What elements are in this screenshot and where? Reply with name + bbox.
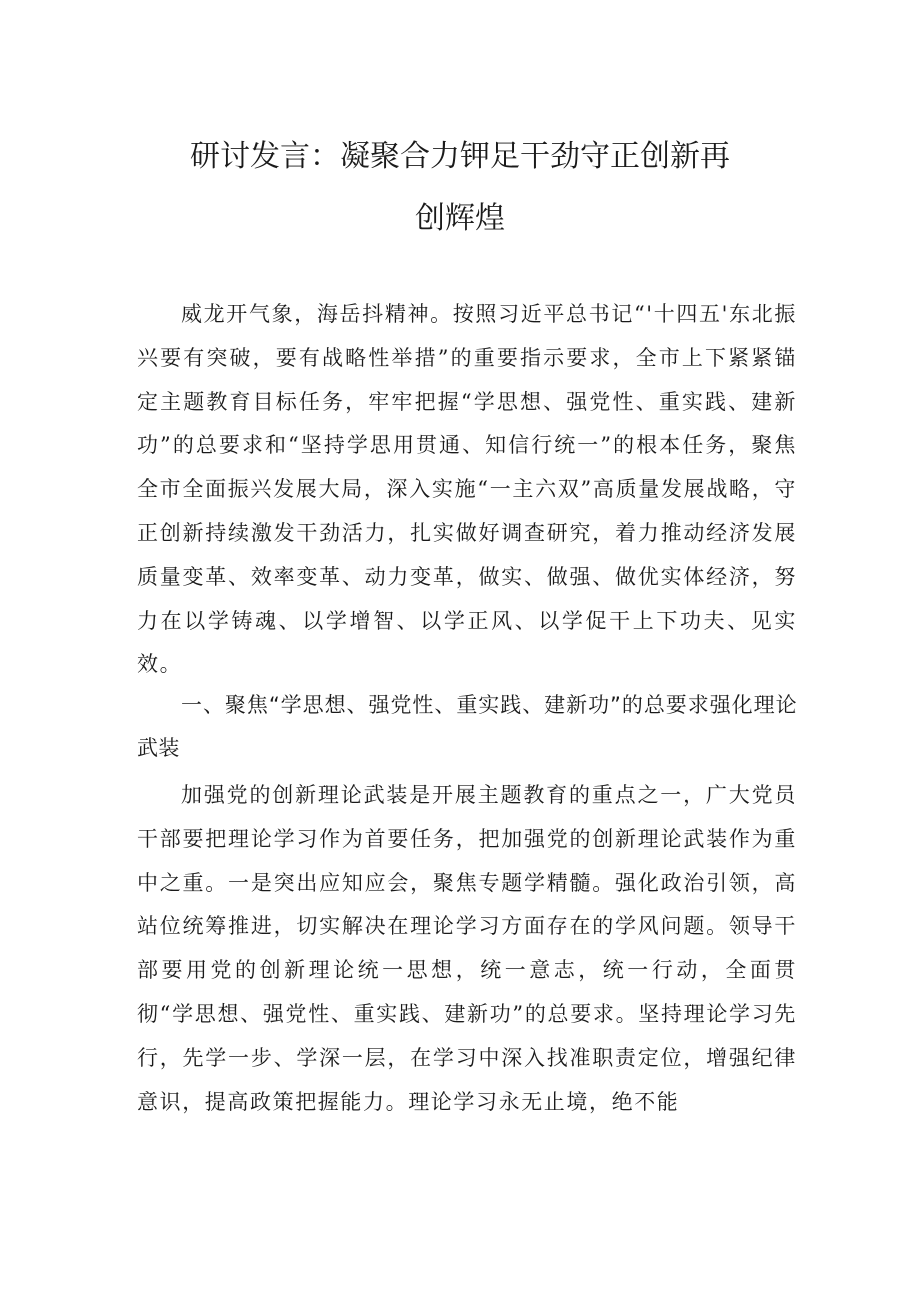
document-title-line-2: 创辉煌 [415,201,505,236]
section-1-paragraph: 加强党的创新理论武装是开展主题教育的重点之一，广大党员干部要把理论学习作为首要任务，把加强党的创新理论武装作为重中之重。一是突出应知应会，聚焦专题学精髓。强化政治引领，高站位统筹推进，切实解决在理论学习方面存在的学风问题。领导干部要用党的创新理论统一思想，统一意志，统一行动，全面贯彻“学思想、强党性、重实践、建新功”的总要求。坚持理论学习先行，先学一步、学深一层，在学习中深入找准职责定位，增强纪律意识，提高政策把握能力。理论学习永无止境，绝不能 [137,783,797,1114]
intro-paragraph: 威龙开气象，海岳抖精神。按照习近平总书记“'十四五'东北振兴要有突破，要有战略性举措”的重要指示要求，全市上下紧紧锚定主题教育目标任务，牢牢把握“学思想、强党性、重实践、建新功”的总要求和“坚持学思用贯通、知信行统一”的根本任务，聚焦全市全面振兴发展大局，深入实施“一主六双”高质量发展战略，守正创新持续激发干劲活力，扎实做好调查研究，着力推动经济发展质量变革、效率变革、动力变革，做实、做强、做优实体经济，努力在以学铸魂、以学增智、以学正风、以学促干上下功夫、见实效。 [137,302,797,677]
section-heading-1: 一、聚焦“学思想、强党性、重实践、建新功”的总要求强化理论武装 [137,693,797,760]
document-title-line-1: 研讨发言：凝聚合力钾足干劲守正创新再 [190,139,730,174]
